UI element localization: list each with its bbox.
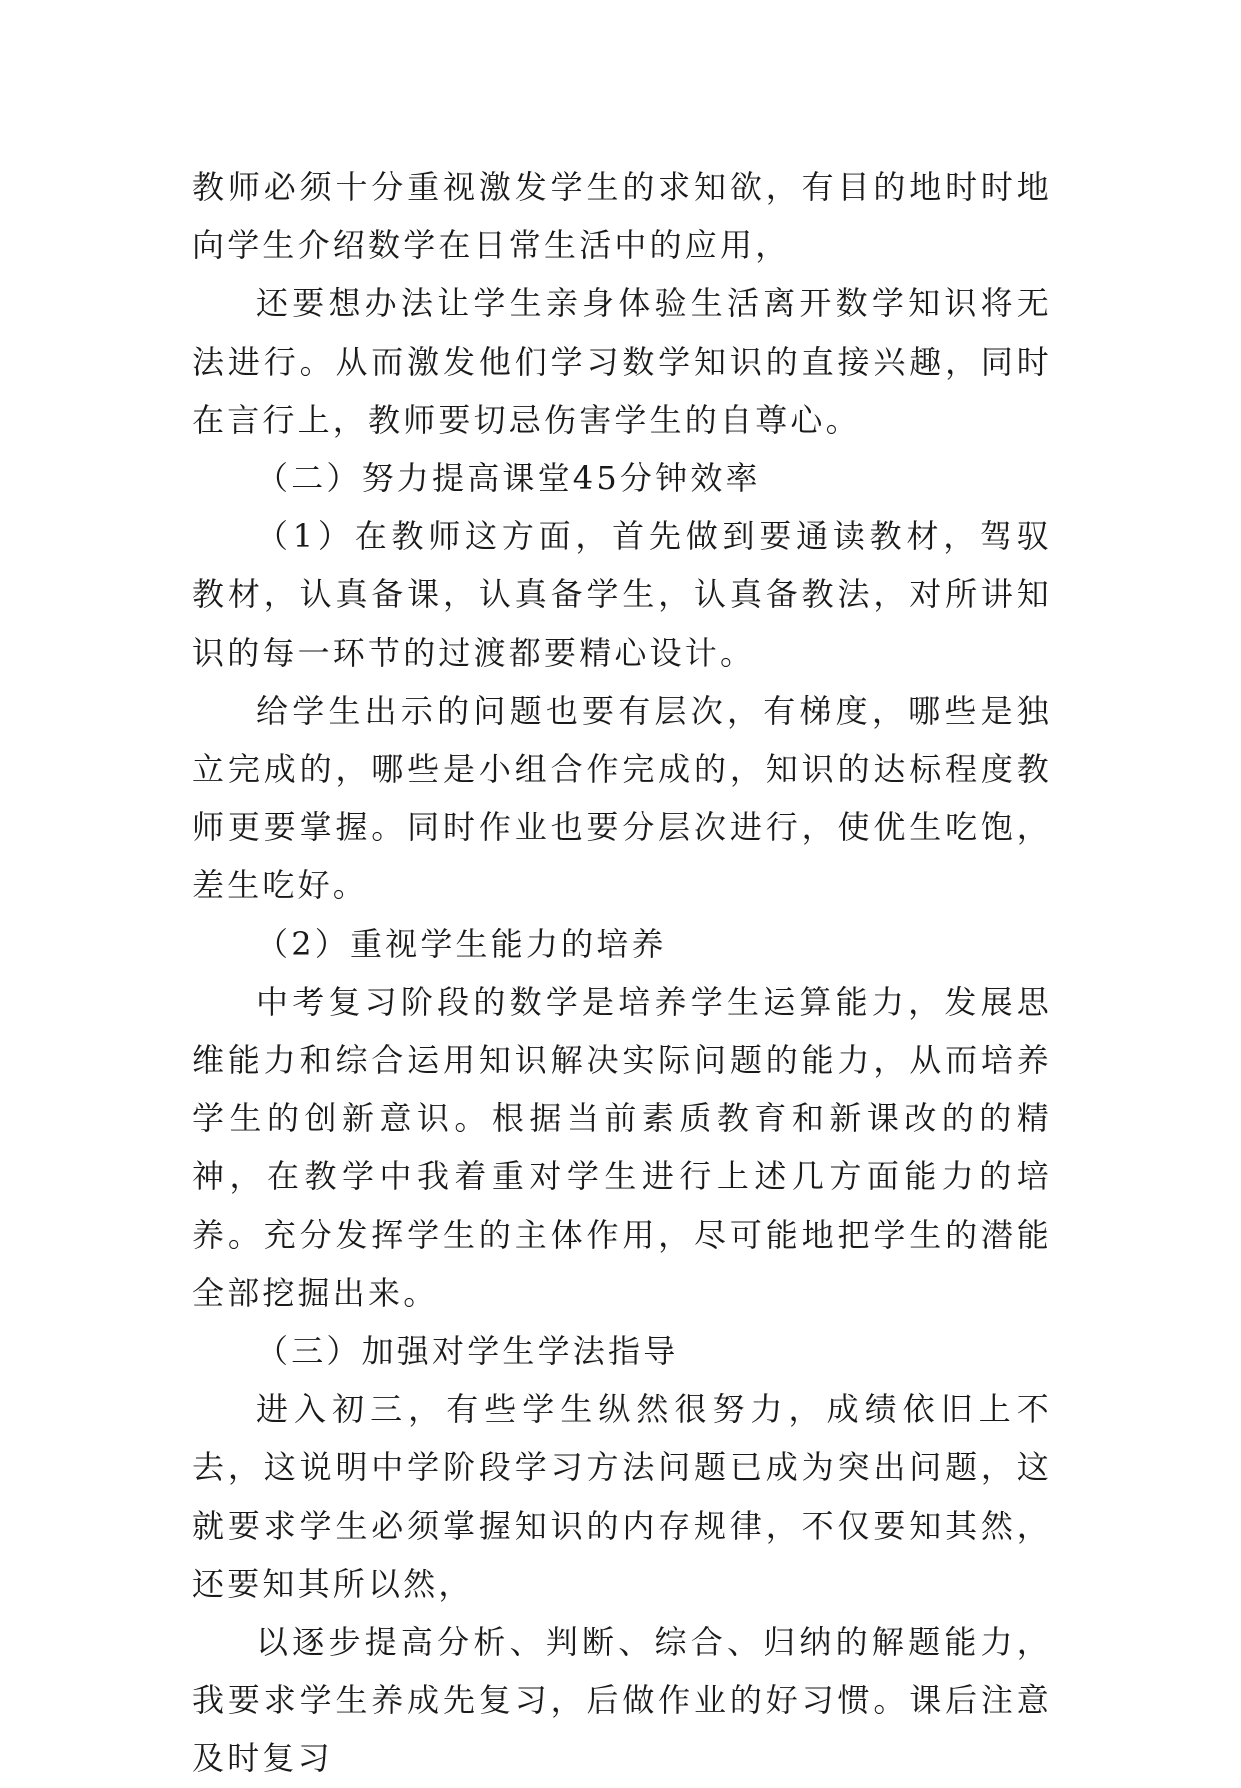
paragraph-2: 还要想办法让学生亲身体验生活离开数学知识将无法进行。从而激发他们学习数学知识的直接兴趣，同时在言行上，教师要切忌伤害学生的自尊心。 <box>192 284 1052 439</box>
paragraph-6: 进入初三，有些学生纵然很努力，成绩依旧上不去，这说明中学阶段学习方法问题已成为突出问题，这就要求学生必须掌握知识的内存规律，不仅要知其然，还要知其所以然， <box>192 1390 1052 1603</box>
paragraph-7: 以逐步提高分析、判断、综合、归纳的解题能力，我要求学生养成先复习，后做作业的好习惯。课后注意及时复习 <box>192 1623 1052 1778</box>
paragraph-3: （1）在教师这方面，首先做到要通读教材，驾驭教材，认真备课，认真备学生，认真备教法，对所讲知识的每一环节的过渡都要精心设计。 <box>192 517 1052 672</box>
section-heading-3: （三）加强对学生学法指导 <box>256 1332 679 1371</box>
section-heading-2: （二）努力提高课堂45分钟效率 <box>256 459 761 498</box>
paragraph-1: 教师必须十分重视激发学生的求知欲，有目的地时时地向学生介绍数学在日常生活中的应用， <box>192 168 1052 265</box>
subsection-heading-2: （2）重视学生能力的培养 <box>256 924 667 963</box>
paragraph-5: 中考复习阶段的数学是培养学生运算能力，发展思维能力和综合运用知识解决实际问题的能力，从而培养学生的创新意识。根据当前素质教育和新课改的的精神，在教学中我着重对学生进行上述几方面能力的培养。充分发挥学生的主体作用，尽可能地把学生的潜能全部挖掘出来。 <box>192 982 1052 1312</box>
paragraph-4: 给学生出示的问题也要有层次，有梯度，哪些是独立完成的，哪些是小组合作完成的，知识的达标程度教师更要掌握。同时作业也要分层次进行，使优生吃饱，差生吃好。 <box>192 691 1052 905</box>
document-body <box>192 158 1052 1788</box>
